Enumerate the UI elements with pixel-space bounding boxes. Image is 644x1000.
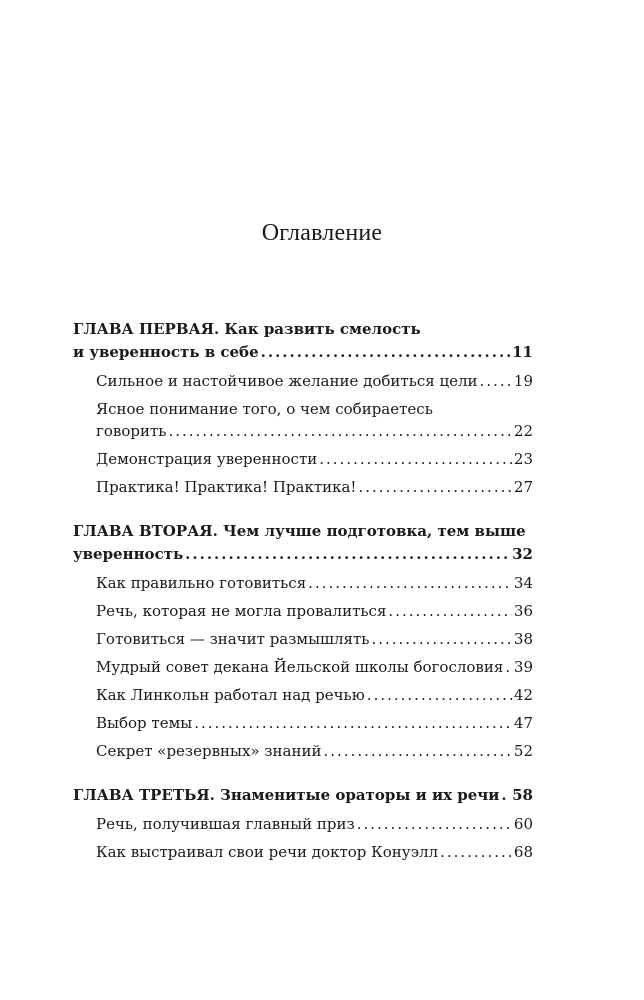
toc-entry[interactable] xyxy=(96,572,533,594)
chapter-title-line: ГЛАВА ПЕРВАЯ. Как развить смелость xyxy=(73,320,421,338)
chapter-title[interactable] xyxy=(73,520,533,566)
entry-title: Готовиться — значит размышлять xyxy=(96,630,370,648)
entry-title: Как Линкольн работал над речью xyxy=(96,686,365,704)
entry-title: Выбор темы xyxy=(96,714,193,732)
page-number: 27 xyxy=(513,478,533,496)
chapter-title[interactable] xyxy=(73,318,533,364)
toc-entry[interactable] xyxy=(96,813,533,835)
entry-title: Как правильно готовиться xyxy=(96,574,307,592)
page-number: 58 xyxy=(512,786,533,804)
dot-leader xyxy=(319,448,512,470)
page-number: 36 xyxy=(513,602,533,620)
entry-title: Как выстраивал свои речи доктор Конуэлл xyxy=(96,843,439,861)
chapter-2 xyxy=(73,520,533,762)
dot-leader xyxy=(194,712,512,734)
table-of-contents xyxy=(73,318,533,885)
page-number: 39 xyxy=(513,658,533,676)
page-number: 32 xyxy=(512,545,533,563)
chapter-1 xyxy=(73,318,533,498)
page-title: Оглавление xyxy=(261,220,383,247)
chapter-title-line: ГЛАВА ВТОРАЯ. Чем лучше подготовка, тем выше xyxy=(73,522,526,540)
dot-leader xyxy=(261,341,511,364)
page-number: 42 xyxy=(513,686,533,704)
toc-entry[interactable] xyxy=(96,841,533,863)
dot-leader xyxy=(308,572,512,594)
entry-title: Практика! Практика! Практика! xyxy=(96,478,357,496)
entry-title: Сильное и настойчивое желание добиться цели xyxy=(96,372,478,390)
dot-leader xyxy=(168,420,511,442)
chapter-title-line: уверенность xyxy=(73,545,184,563)
page-number: 60 xyxy=(513,815,533,833)
entry-title: Мудрый совет декана Йельской школы богословия xyxy=(96,658,504,676)
dot-leader xyxy=(324,740,512,762)
chapter-title-line: и уверенность в себе xyxy=(73,343,259,361)
dot-leader xyxy=(371,628,511,650)
toc-entry[interactable] xyxy=(96,448,533,470)
toc-entry[interactable] xyxy=(96,740,533,762)
chapter-3 xyxy=(73,784,533,863)
page-number: 34 xyxy=(513,574,533,592)
toc-entry[interactable] xyxy=(96,398,533,442)
entry-title: говорить xyxy=(96,422,167,440)
dot-leader xyxy=(358,476,511,498)
page-number: 47 xyxy=(513,714,533,732)
page-number: 68 xyxy=(513,843,533,861)
entry-title: Секрет «резервных» знаний xyxy=(96,742,322,760)
toc-entry[interactable] xyxy=(96,600,533,622)
dot-leader xyxy=(501,784,510,807)
entry-title: Речь, получившая главный приз xyxy=(96,815,355,833)
chapter-title-line: ГЛАВА ТРЕТЬЯ. Знаменитые ораторы и их речи xyxy=(73,786,500,804)
dot-leader xyxy=(367,684,512,706)
dot-leader xyxy=(185,543,510,566)
entry-title: Ясное понимание того, о чем собираетесь xyxy=(96,400,433,418)
page-number: 52 xyxy=(513,742,533,760)
toc-entry[interactable] xyxy=(96,370,533,392)
toc-entry[interactable] xyxy=(96,476,533,498)
dot-leader xyxy=(440,841,512,863)
dot-leader xyxy=(505,656,512,678)
chapter-title[interactable] xyxy=(73,784,533,807)
entry-title: Демонстрация уверенности xyxy=(96,450,318,468)
dot-leader xyxy=(388,600,511,622)
toc-entry[interactable] xyxy=(96,656,533,678)
page-number: 38 xyxy=(513,630,533,648)
entry-title: Речь, которая не могла провалиться xyxy=(96,602,387,620)
page-number: 19 xyxy=(513,372,533,390)
page-number: 23 xyxy=(513,450,533,468)
toc-entry[interactable] xyxy=(96,684,533,706)
toc-entry[interactable] xyxy=(96,712,533,734)
toc-entry[interactable] xyxy=(96,628,533,650)
dot-leader xyxy=(480,370,512,392)
page-number: 22 xyxy=(513,422,533,440)
dot-leader xyxy=(357,813,512,835)
page-number: 11 xyxy=(512,343,533,361)
